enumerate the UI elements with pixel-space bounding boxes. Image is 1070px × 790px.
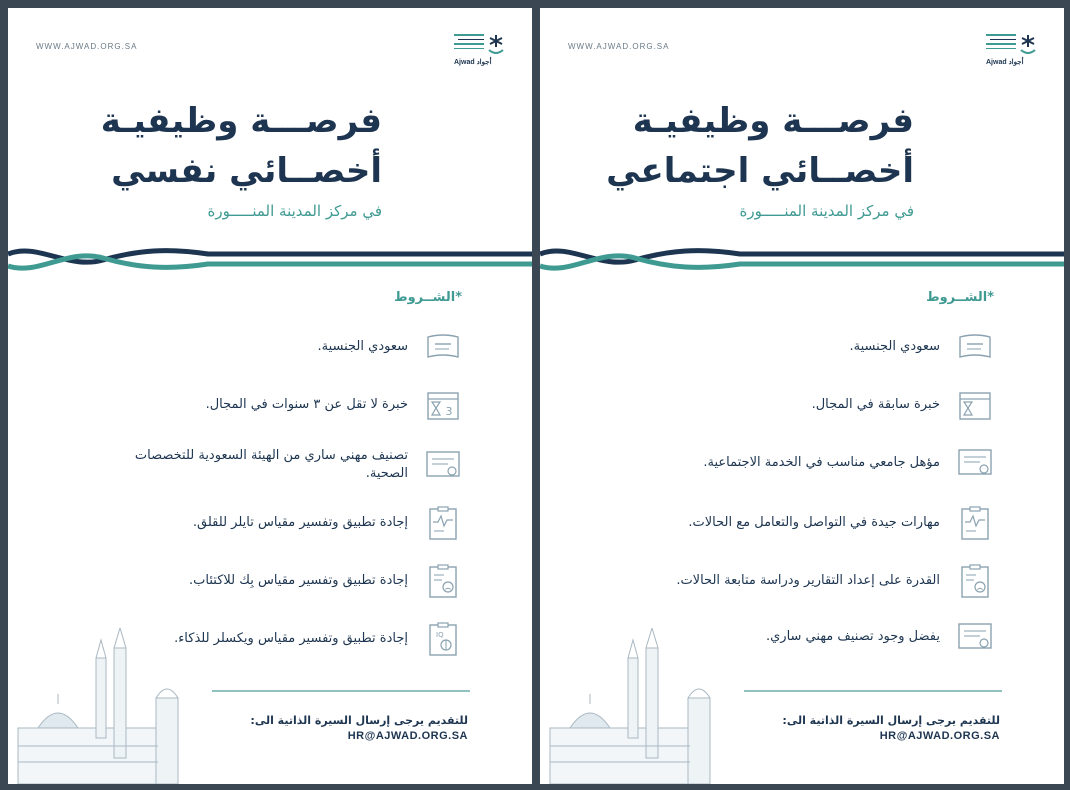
logo-text: Ajwad أجواد [454, 59, 492, 66]
logo-text: Ajwad أجواد [986, 59, 1024, 66]
website-url: WWW.AJWAD.ORG.SA [36, 42, 138, 51]
clipboard-sad-face-icon [424, 562, 462, 600]
condition-text: مهارات جيدة في التواصل والتعامل مع الحالات. [688, 515, 940, 530]
conditions-heading: *الشــروط [926, 290, 994, 305]
clipboard-chart-icon [956, 504, 994, 542]
flag-icon [424, 328, 462, 366]
job-poster-social-worker [540, 8, 1064, 784]
divider-line [212, 690, 470, 692]
mosque-illustration [8, 628, 198, 784]
condition-item [122, 440, 462, 490]
job-poster-psychologist [8, 8, 532, 784]
condition-item [654, 498, 994, 548]
condition-text: القدرة على إعداد التقارير ودراسة متابعة الحالات. [676, 573, 940, 588]
condition-item [122, 556, 462, 606]
svg-text:IQ: IQ [436, 631, 444, 639]
svg-text:3: 3 [445, 405, 453, 418]
subtitle: في مركز المدينة المنـــــورة [207, 202, 382, 220]
condition-item [654, 322, 994, 372]
title-line-2: أخصــائي اجتماعي [606, 151, 914, 191]
condition-text: يفضل وجود تصنيف مهني ساري. [765, 629, 940, 644]
wave-divider [8, 246, 532, 274]
title-line-1: فرصـــة وظيفيـة [100, 101, 382, 141]
conditions-heading: *الشــروط [394, 290, 462, 305]
condition-text: سعودي الجنسية. [317, 339, 408, 354]
clipboard-chart-icon [424, 504, 462, 542]
divider-line [744, 690, 1002, 692]
wave-divider [540, 246, 1064, 274]
condition-text: خبرة سابقة في المجال. [811, 397, 940, 412]
condition-text: خبرة لا تقل عن ٣ سنوات في المجال. [205, 397, 408, 412]
clipboard-sad-face-icon [956, 562, 994, 600]
condition-item [654, 556, 994, 606]
subtitle: في مركز المدينة المنـــــورة [739, 202, 914, 220]
apply-email[interactable]: HR@AJWAD.ORG.SA [347, 730, 468, 742]
condition-item [122, 498, 462, 548]
condition-item [122, 322, 462, 372]
condition-text: إجادة تطبيق وتفسير مقياس بِك للاكتئاب. [189, 573, 408, 588]
condition-text: إجادة تطبيق وتفسير مقياس ويكسلر للذكاء. [174, 631, 408, 646]
certificate-icon [956, 618, 994, 656]
calendar-hourglass-icon [956, 386, 994, 424]
apply-instructions: للتقديم يرجى إرسال السيرة الذاتية الى: [250, 714, 468, 727]
certificate-icon [956, 444, 994, 482]
mosque-illustration [540, 628, 730, 784]
apply-instructions: للتقديم يرجى إرسال السيرة الذاتية الى: [782, 714, 1000, 727]
condition-text: تصنيف مهني ساري من الهيئة السعودية للتخصصات الصحية. [134, 448, 408, 481]
website-url: WWW.AJWAD.ORG.SA [568, 42, 670, 51]
ajwad-logo [454, 34, 506, 68]
condition-item [654, 438, 994, 488]
apply-email[interactable]: HR@AJWAD.ORG.SA [879, 730, 1000, 742]
flag-icon [956, 328, 994, 366]
condition-text: سعودي الجنسية. [849, 339, 940, 354]
calendar-hourglass-icon [424, 386, 462, 424]
condition-item [122, 380, 462, 430]
ajwad-logo [986, 34, 1038, 68]
condition-text: مؤهل جامعي مناسب في الخدمة الاجتماعية. [703, 455, 940, 470]
condition-text: إجادة تطبيق وتفسير مقياس تايلر للقلق. [192, 515, 408, 530]
title-line-1: فرصـــة وظيفيـة [632, 101, 914, 141]
condition-item [654, 380, 994, 430]
clipboard-iq-brain-icon [424, 620, 462, 658]
title-line-2: أخصــائي نفسي [111, 151, 382, 191]
certificate-icon [424, 446, 462, 484]
